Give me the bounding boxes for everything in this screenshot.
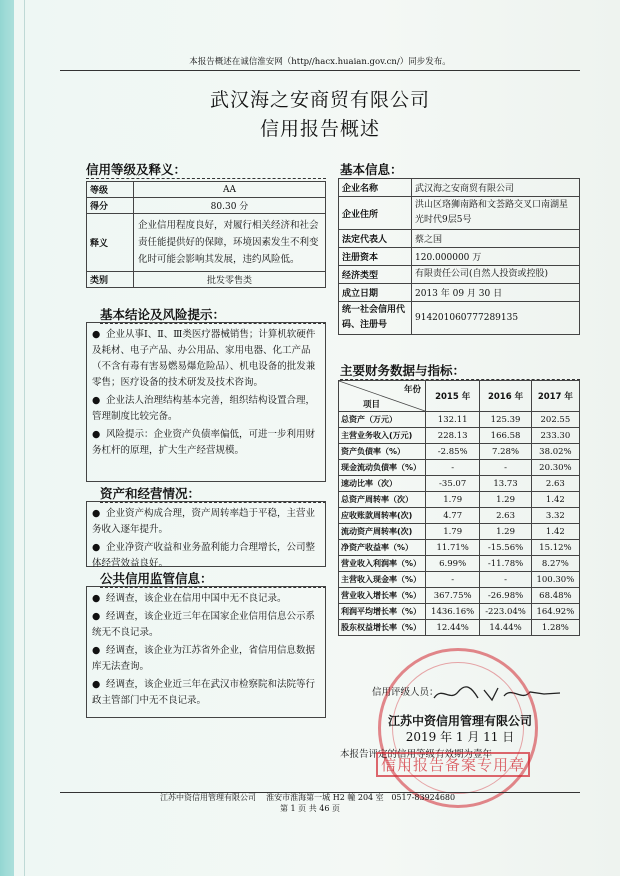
year-header: 2015 年 — [426, 381, 480, 412]
finance-value: 100.30% — [531, 572, 579, 588]
header-rule — [60, 70, 580, 71]
finance-value: 38.02% — [531, 444, 579, 460]
table-row — [339, 444, 580, 460]
table-row — [339, 302, 580, 335]
finance-value: 1.79 — [426, 524, 480, 540]
basic-label: 法定代表人 — [339, 230, 412, 248]
finance-value: 1.42 — [531, 492, 579, 508]
finance-value: 125.39 — [480, 412, 531, 428]
finance-value: 13.73 — [480, 476, 531, 492]
table-row — [87, 272, 326, 288]
finance-metric-label: 流动资产周转率(次) — [339, 524, 426, 540]
list-item: ● 企业法人治理结构基本完善，组织结构设置合理，管理制度比较完备。 — [92, 395, 316, 422]
footer-phone: 0517-83924680 — [391, 793, 456, 802]
finance-value: - — [426, 572, 480, 588]
signer-label: 信用评级人员： — [372, 687, 439, 698]
finance-value: 1.29 — [480, 492, 531, 508]
finance-metric-label: 营业收入利润率（%） — [339, 556, 426, 572]
finance-metric-label: 主营收入现金率（%） — [339, 572, 426, 588]
finance-value: 11.71% — [426, 540, 480, 556]
basic-label: 统一社会信用代码、注册号 — [339, 302, 412, 335]
table-row — [339, 412, 580, 428]
basic-label: 经济类型 — [339, 266, 412, 284]
basic-label: 企业名称 — [339, 179, 412, 197]
finance-metric-label: 资产负债率（%） — [339, 444, 426, 460]
table-row — [339, 540, 580, 556]
finance-metric-label: 现金流动负债率（%） — [339, 460, 426, 476]
binding-line — [24, 0, 25, 876]
conclusion-section-title: 基本结论及风险提示： — [100, 305, 326, 324]
finance-value: 4.77 — [426, 508, 480, 524]
list-item: ● 经调查，该企业在信用中国中无不良记录。 — [92, 593, 287, 604]
basic-value: 洪山区珞狮南路和文荟路交叉口南湖星光时代9层5号 — [412, 197, 580, 230]
conclusion-box — [86, 322, 326, 482]
table-header-row — [339, 381, 580, 412]
basic-info-table — [338, 178, 580, 335]
credit-label: 等级 — [87, 182, 134, 198]
finance-value: -26.98% — [480, 588, 531, 604]
finance-metric-label: 营业收入增长率（%） — [339, 588, 426, 604]
finance-value: 1.79 — [426, 492, 480, 508]
finance-value: 228.13 — [426, 428, 480, 444]
finance-value: - — [426, 460, 480, 476]
credit-label: 释义 — [87, 214, 134, 272]
finance-metric-label: 总资产（万元） — [339, 412, 426, 428]
credit-label: 得分 — [87, 198, 134, 214]
finance-value: 1.42 — [531, 524, 579, 540]
finance-table — [338, 380, 580, 636]
finance-value: 8.27% — [531, 556, 579, 572]
finance-value: 1.28% — [531, 620, 579, 636]
credit-label: 类别 — [87, 272, 134, 288]
finance-value: -11.78% — [480, 556, 531, 572]
validity-note: 本报告评定的信用等级有效期为壹年 — [340, 749, 493, 760]
table-row — [339, 556, 580, 572]
finance-value: 14.44% — [480, 620, 531, 636]
finance-value: 68.48% — [531, 588, 579, 604]
table-row — [339, 588, 580, 604]
issue-date: 2019 年 1 月 11 日 — [405, 730, 515, 744]
footer-company: 江苏中资信用管理有限公司 — [160, 793, 256, 802]
table-row — [339, 179, 580, 197]
table-row — [339, 572, 580, 588]
corner-item-label: 项目 — [363, 400, 381, 410]
table-row — [339, 197, 580, 230]
table-row — [339, 604, 580, 620]
page-edge — [0, 0, 14, 876]
finance-metric-label: 利润平均增长率（%） — [339, 604, 426, 620]
finance-value: 164.92% — [531, 604, 579, 620]
finance-value: 166.58 — [480, 428, 531, 444]
finance-value: 233.30 — [531, 428, 579, 444]
finance-metric-label: 主营业务收入(万元) — [339, 428, 426, 444]
credit-value: 80.30 分 — [134, 198, 326, 214]
assets-section-title: 资产和经营情况： — [100, 484, 326, 503]
assets-box — [86, 501, 326, 567]
basic-value: 有限责任公司(自然人投资或控股) — [412, 266, 580, 284]
supervision-box — [86, 586, 326, 718]
footer-info — [160, 792, 455, 803]
basic-label: 企业住所 — [339, 197, 412, 230]
finance-value: 1.29 — [480, 524, 531, 540]
table-row — [339, 620, 580, 636]
table-row — [339, 284, 580, 302]
basic-value: 武汉海之安商贸有限公司 — [412, 179, 580, 197]
list-item: ● 企业净资产收益和业务盈利能力合理增长，公司整体经营效益良好。 — [92, 542, 316, 569]
footer-address: 淮安市淮海第一城 H2 幢 204 室 — [266, 793, 384, 802]
finance-value: -2.85% — [426, 444, 480, 460]
finance-metric-label: 总资产周转率（次） — [339, 492, 426, 508]
basic-label: 注册资本 — [339, 248, 412, 266]
finance-value: 367.75% — [426, 588, 480, 604]
company-title: 武汉海之安商贸有限公司 — [209, 89, 430, 111]
page-number: 第 1 页 共 46 页 — [280, 804, 340, 813]
header-notice: 本报告概述在诚信淮安网（http//hacx.huaian.gov.cn/）同步发布。 — [189, 57, 451, 67]
table-row — [339, 266, 580, 284]
table-row — [87, 182, 326, 198]
credit-table — [86, 181, 326, 288]
finance-value: 202.55 — [531, 412, 579, 428]
credit-value: 企业信用程度良好，对履行相关经济和社会责任能提供好的保障，环境因素发生不利变化时可能会影响其发展，违约风险低。 — [134, 214, 326, 272]
finance-value: 15.12% — [531, 540, 579, 556]
year-header: 2017 年 — [531, 381, 579, 412]
basic-value: 914201060777289135 — [412, 302, 580, 335]
corner-year-label: 年份 — [403, 385, 421, 395]
basic-label: 成立日期 — [339, 284, 412, 302]
table-row — [339, 428, 580, 444]
seal-label: 信用报告备案专用章 — [376, 752, 530, 777]
list-item: ● 经调查，该企业近三年在武汉市检察院和法院等行政主管部门中无不良记录。 — [92, 679, 316, 706]
list-item: ● 企业从事Ⅰ、Ⅱ、Ⅲ类医疗器械销售；计算机软硬件及耗材、电子产品、办公用品、家用电器、化工产品（不含有毒有害易燃易爆危险品）、机电设备的批发兼零售；医疗设备的技术研发及技术咨询。 — [92, 329, 316, 388]
credit-section-title: 信用等级及释义： — [86, 160, 326, 179]
basic-section-title: 基本信息： — [340, 160, 580, 179]
credit-value: AA — [134, 182, 326, 198]
finance-value: -223.04% — [480, 604, 531, 620]
finance-metric-label: 净资产收益率（%） — [339, 540, 426, 556]
table-row — [339, 492, 580, 508]
credit-value: 批发零售类 — [134, 272, 326, 288]
finance-value: 1436.16% — [426, 604, 480, 620]
finance-value: 20.30% — [531, 460, 579, 476]
finance-metric-label: 应收账款周转率(次) — [339, 508, 426, 524]
supervision-section-title: 公共信用监管信息： — [100, 569, 326, 588]
finance-value: 132.11 — [426, 412, 480, 428]
finance-value: 2.63 — [531, 476, 579, 492]
table-row — [339, 460, 580, 476]
finance-corner-cell — [339, 381, 426, 412]
year-header: 2016 年 — [480, 381, 531, 412]
finance-value: -15.56% — [480, 540, 531, 556]
basic-value: 120.000000 万 — [412, 248, 580, 266]
finance-value: - — [480, 572, 531, 588]
finance-value: 7.28% — [480, 444, 531, 460]
table-row — [339, 524, 580, 540]
list-item: ● 经调查，该企业近三年在国家企业信用信息公示系统无不良记录。 — [92, 611, 316, 638]
list-item: ● 经调查，该企业为江苏省外企业，省信用信息数据库无法查询。 — [92, 645, 316, 672]
finance-value: -35.07 — [426, 476, 480, 492]
table-row — [339, 508, 580, 524]
finance-metric-label: 速动比率（次） — [339, 476, 426, 492]
basic-value: 蔡之国 — [412, 230, 580, 248]
table-row — [339, 476, 580, 492]
list-item: ● 风险提示：企业资产负债率偏低，可进一步利用财务杠杆的原理，扩大生产经营规模。 — [92, 429, 316, 456]
finance-value: - — [480, 460, 531, 476]
finance-value: 6.99% — [426, 556, 480, 572]
basic-value: 2013 年 09 月 30 日 — [412, 284, 580, 302]
finance-metric-label: 股东权益增长率（%） — [339, 620, 426, 636]
table-row — [87, 214, 326, 272]
table-row — [339, 230, 580, 248]
finance-section-title: 主要财务数据与指标： — [340, 361, 580, 380]
finance-value: 12.44% — [426, 620, 480, 636]
table-row — [87, 198, 326, 214]
list-item: ● 企业资产构成合理，资产周转率趋于平稳，主营业务收入逐年提升。 — [92, 508, 316, 535]
document-title: 信用报告概述 — [259, 118, 380, 140]
finance-value: 3.32 — [531, 508, 579, 524]
table-row — [339, 248, 580, 266]
finance-value: 2.63 — [480, 508, 531, 524]
issuer-organization: 江苏中资信用管理有限公司 — [387, 714, 532, 728]
